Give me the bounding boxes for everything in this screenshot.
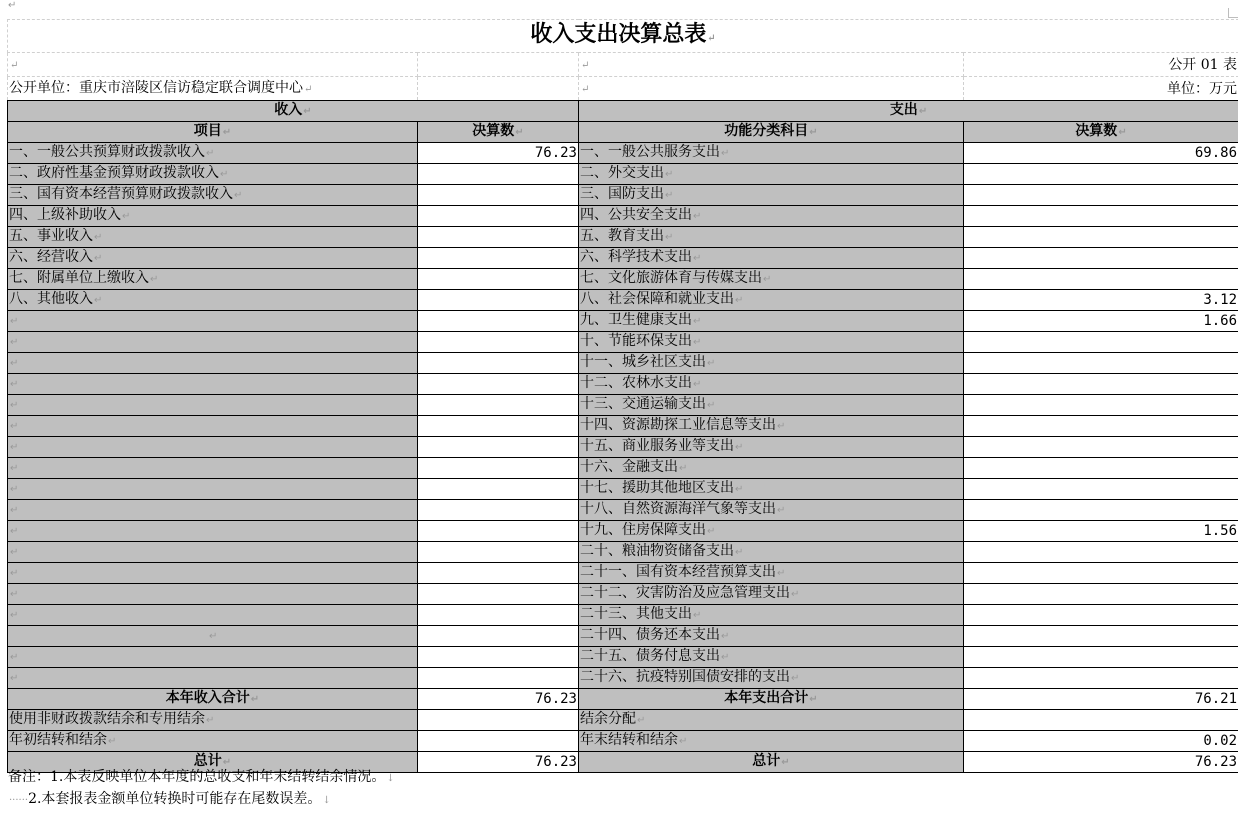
table-row [8,143,1238,164]
income-expense-table [7,19,1238,773]
expense-amount-cell: 3.12 [964,290,1238,311]
income-item-cell: ↵ [8,416,418,437]
table-row [8,374,1238,395]
expense-amount-cell [964,479,1238,500]
expense-amount-header: 决算数↵ [964,122,1238,143]
expense-item-cell: 十一、城乡社区支出↵ [579,353,964,374]
remarks [8,767,395,811]
table-row [8,668,1238,689]
income-amount-header: 决算数↵ [418,122,579,143]
income-amount-cell [418,647,579,668]
expense-amount-cell [964,206,1238,227]
expense-item-cell: 十九、住房保障支出↵ [579,521,964,542]
income-item-cell: 二、政府性基金预算财政拨款收入↵ [8,164,418,185]
income-item-cell: ↵ [8,626,418,647]
income-item-cell: 七、附属单位上缴收入↵ [8,269,418,290]
table-row [8,479,1238,500]
table-row [8,626,1238,647]
table-row [8,605,1238,626]
income-amount-cell [418,353,579,374]
expense-amount-cell [964,332,1238,353]
income-year-total-value: 76.23 [418,689,579,710]
expense-year-total-value: 76.21 [964,689,1238,710]
income-amount-cell [418,311,579,332]
expense-amount-cell [964,248,1238,269]
paragraph-mark: ↵ [8,0,17,11]
year-end-carryover-value: 0.02 [964,731,1238,752]
income-amount-cell [418,668,579,689]
nonfiscal-row [8,710,1238,731]
meta-cell: ↵ [579,53,964,77]
income-item-cell: ↵ [8,458,418,479]
income-item-cell: ↵ [8,353,418,374]
year-end-carryover-label: 年末结转和结余↵ [579,731,964,752]
surplus-distribution-label: 结余分配↵ [579,710,964,731]
expense-section-header: 支出↵ [579,101,1238,122]
expense-amount-cell [964,269,1238,290]
expense-amount-cell [964,500,1238,521]
expense-item-cell: 一、一般公共服务支出↵ [579,143,964,164]
meta-cell: ↵ [579,77,964,101]
income-grand-total-value: 76.23 [418,752,579,773]
table-row [8,437,1238,458]
income-item-cell: ↵ [8,311,418,332]
expense-amount-cell [964,458,1238,479]
income-section-header: 收入↵ [8,101,579,122]
expense-amount-cell: 1.66 [964,311,1238,332]
income-item-cell: 五、事业收入↵ [8,227,418,248]
expense-item-cell: 二十五、债务付息支出↵ [579,647,964,668]
income-item-cell: ↵ [8,668,418,689]
income-amount-cell: 76.23 [418,143,579,164]
income-item-cell: 一、一般公共预算财政拨款收入↵ [8,143,418,164]
title-row [8,20,1238,53]
table-row [8,269,1238,290]
expense-amount-cell [964,353,1238,374]
table-row [8,500,1238,521]
section-header-row [8,101,1238,122]
expense-grand-total-value: 76.23 [964,752,1238,773]
income-item-cell: ↵ [8,584,418,605]
income-amount-cell [418,458,579,479]
table-row [8,164,1238,185]
expense-amount-cell [964,416,1238,437]
expense-amount-cell [964,437,1238,458]
income-amount-cell [418,437,579,458]
nonfiscal-value [418,710,579,731]
expense-amount-cell [964,395,1238,416]
table-row [8,584,1238,605]
expense-item-cell: 十、节能环保支出↵ [579,332,964,353]
expense-amount-cell [964,584,1238,605]
income-item-cell: 六、经营收入↵ [8,248,418,269]
income-item-cell: ↵ [8,479,418,500]
table-row [8,332,1238,353]
expense-item-cell: 二、外交支出↵ [579,164,964,185]
income-amount-cell [418,332,579,353]
expense-item-cell: 八、社会保障和就业支出↵ [579,290,964,311]
income-item-cell: 三、国有资本经营预算财政拨款收入↵ [8,185,418,206]
income-item-cell: ↵ [8,500,418,521]
expense-item-cell: 十二、农林水支出↵ [579,374,964,395]
expense-amount-cell [964,605,1238,626]
expense-amount-cell [964,542,1238,563]
income-amount-cell [418,626,579,647]
table-row [8,353,1238,374]
income-amount-cell [418,584,579,605]
income-item-cell: ↵ [8,332,418,353]
expense-item-cell: 七、文化旅游体育与传媒支出↵ [579,269,964,290]
table-row [8,458,1238,479]
year-begin-carryover-label: 年初结转和结余↵ [8,731,418,752]
expense-item-cell: 十六、金融支出↵ [579,458,964,479]
table-row [8,227,1238,248]
income-amount-cell [418,374,579,395]
income-amount-cell [418,542,579,563]
expense-item-cell: 五、教育支出↵ [579,227,964,248]
income-item-cell: ↵ [8,542,418,563]
expense-category-header: 功能分类科目↵ [579,122,964,143]
income-item-cell: ↵ [8,605,418,626]
surplus-distribution-value [964,710,1238,731]
table-row [8,563,1238,584]
expense-amount-cell [964,563,1238,584]
expense-amount-cell [964,227,1238,248]
expense-grand-total-label: 总计↵ [579,752,964,773]
income-year-total-label: 本年收入合计↵ [8,689,418,710]
table-row [8,248,1238,269]
expense-item-cell: 十三、交通运输支出↵ [579,395,964,416]
nonfiscal-label: 使用非财政拨款结余和专用结余↵ [8,710,418,731]
income-amount-cell [418,227,579,248]
income-item-cell: 八、其他收入↵ [8,290,418,311]
income-item-cell: ↵ [8,563,418,584]
income-amount-cell [418,563,579,584]
income-item-header: 项目↵ [8,122,418,143]
expense-amount-cell [964,647,1238,668]
table-row [8,311,1238,332]
table-row [8,290,1238,311]
meta-row-2 [8,77,1238,101]
income-amount-cell [418,521,579,542]
expense-item-cell: 九、卫生健康支出↵ [579,311,964,332]
income-amount-cell [418,395,579,416]
remark-line-1: 备注：1.本表反映单位本年度的总收支和年末结转结余情况。↓ [8,769,395,785]
expense-year-total-label: 本年支出合计↵ [579,689,964,710]
expense-item-cell: 十五、商业服务业等支出↵ [579,437,964,458]
table-row [8,395,1238,416]
income-amount-cell [418,290,579,311]
income-amount-cell [418,500,579,521]
expense-item-cell: 二十六、抗疫特别国债安排的支出↵ [579,668,964,689]
income-amount-cell [418,185,579,206]
expense-amount-cell [964,374,1238,395]
column-header-row [8,122,1238,143]
expense-item-cell: 四、公共安全支出↵ [579,206,964,227]
expense-amount-cell: 1.56 [964,521,1238,542]
income-item-cell: ↵ [8,647,418,668]
expense-item-cell: 二十四、债务还本支出↵ [579,626,964,647]
income-grand-total-label: 总计↵ [8,752,418,773]
income-amount-cell [418,479,579,500]
expense-item-cell: 二十二、灾害防治及应急管理支出↵ [579,584,964,605]
income-item-cell: ↵ [8,395,418,416]
expense-item-cell: 二十三、其他支出↵ [579,605,964,626]
currency-unit: 单位：万元 [964,77,1238,101]
expense-item-cell: 六、科学技术支出↵ [579,248,964,269]
income-item-cell: ↵ [8,437,418,458]
table-number: 公开 01 表 [964,53,1238,77]
expense-amount-cell [964,626,1238,647]
expense-item-cell: 十四、资源勘探工业信息等支出↵ [579,416,964,437]
income-item-cell: ↵ [8,374,418,395]
income-item-cell: ↵ [8,521,418,542]
table-row [8,416,1238,437]
remark-line-2: ······2.本套报表金额单位转换时可能存在尾数误差。↓ [9,791,331,807]
income-amount-cell [418,164,579,185]
year-begin-carryover-value [418,731,579,752]
page-title: 收入支出决算总表↵ [8,20,1238,53]
expense-amount-cell [964,668,1238,689]
reporting-unit: 公开单位：重庆市涪陵区信访稳定联合调度中心↵ [8,77,418,101]
table-row [8,185,1238,206]
expense-amount-cell [964,164,1238,185]
table-row [8,542,1238,563]
meta-cell [418,77,579,101]
income-amount-cell [418,206,579,227]
expense-amount-cell: 69.86 [964,143,1238,164]
income-year-total-row [8,689,1238,710]
meta-row-1 [8,53,1238,77]
meta-cell: ↵ [8,53,418,77]
table-row [8,647,1238,668]
expense-item-cell: 二十一、国有资本经营预算支出↵ [579,563,964,584]
expense-amount-cell [964,185,1238,206]
income-amount-cell [418,248,579,269]
expense-item-cell: 十七、援助其他地区支出↵ [579,479,964,500]
meta-cell [418,53,579,77]
page-corner-mark [1228,8,1238,18]
expense-item-cell: 二十、粮油物资储备支出↵ [579,542,964,563]
expense-item-cell: 三、国防支出↵ [579,185,964,206]
expense-item-cell: 十八、自然资源海洋气象等支出↵ [579,500,964,521]
table-row [8,206,1238,227]
income-item-cell: 四、上级补助收入↵ [8,206,418,227]
income-amount-cell [418,269,579,290]
table-row [8,521,1238,542]
income-amount-cell [418,416,579,437]
carryover-row [8,731,1238,752]
income-amount-cell [418,605,579,626]
